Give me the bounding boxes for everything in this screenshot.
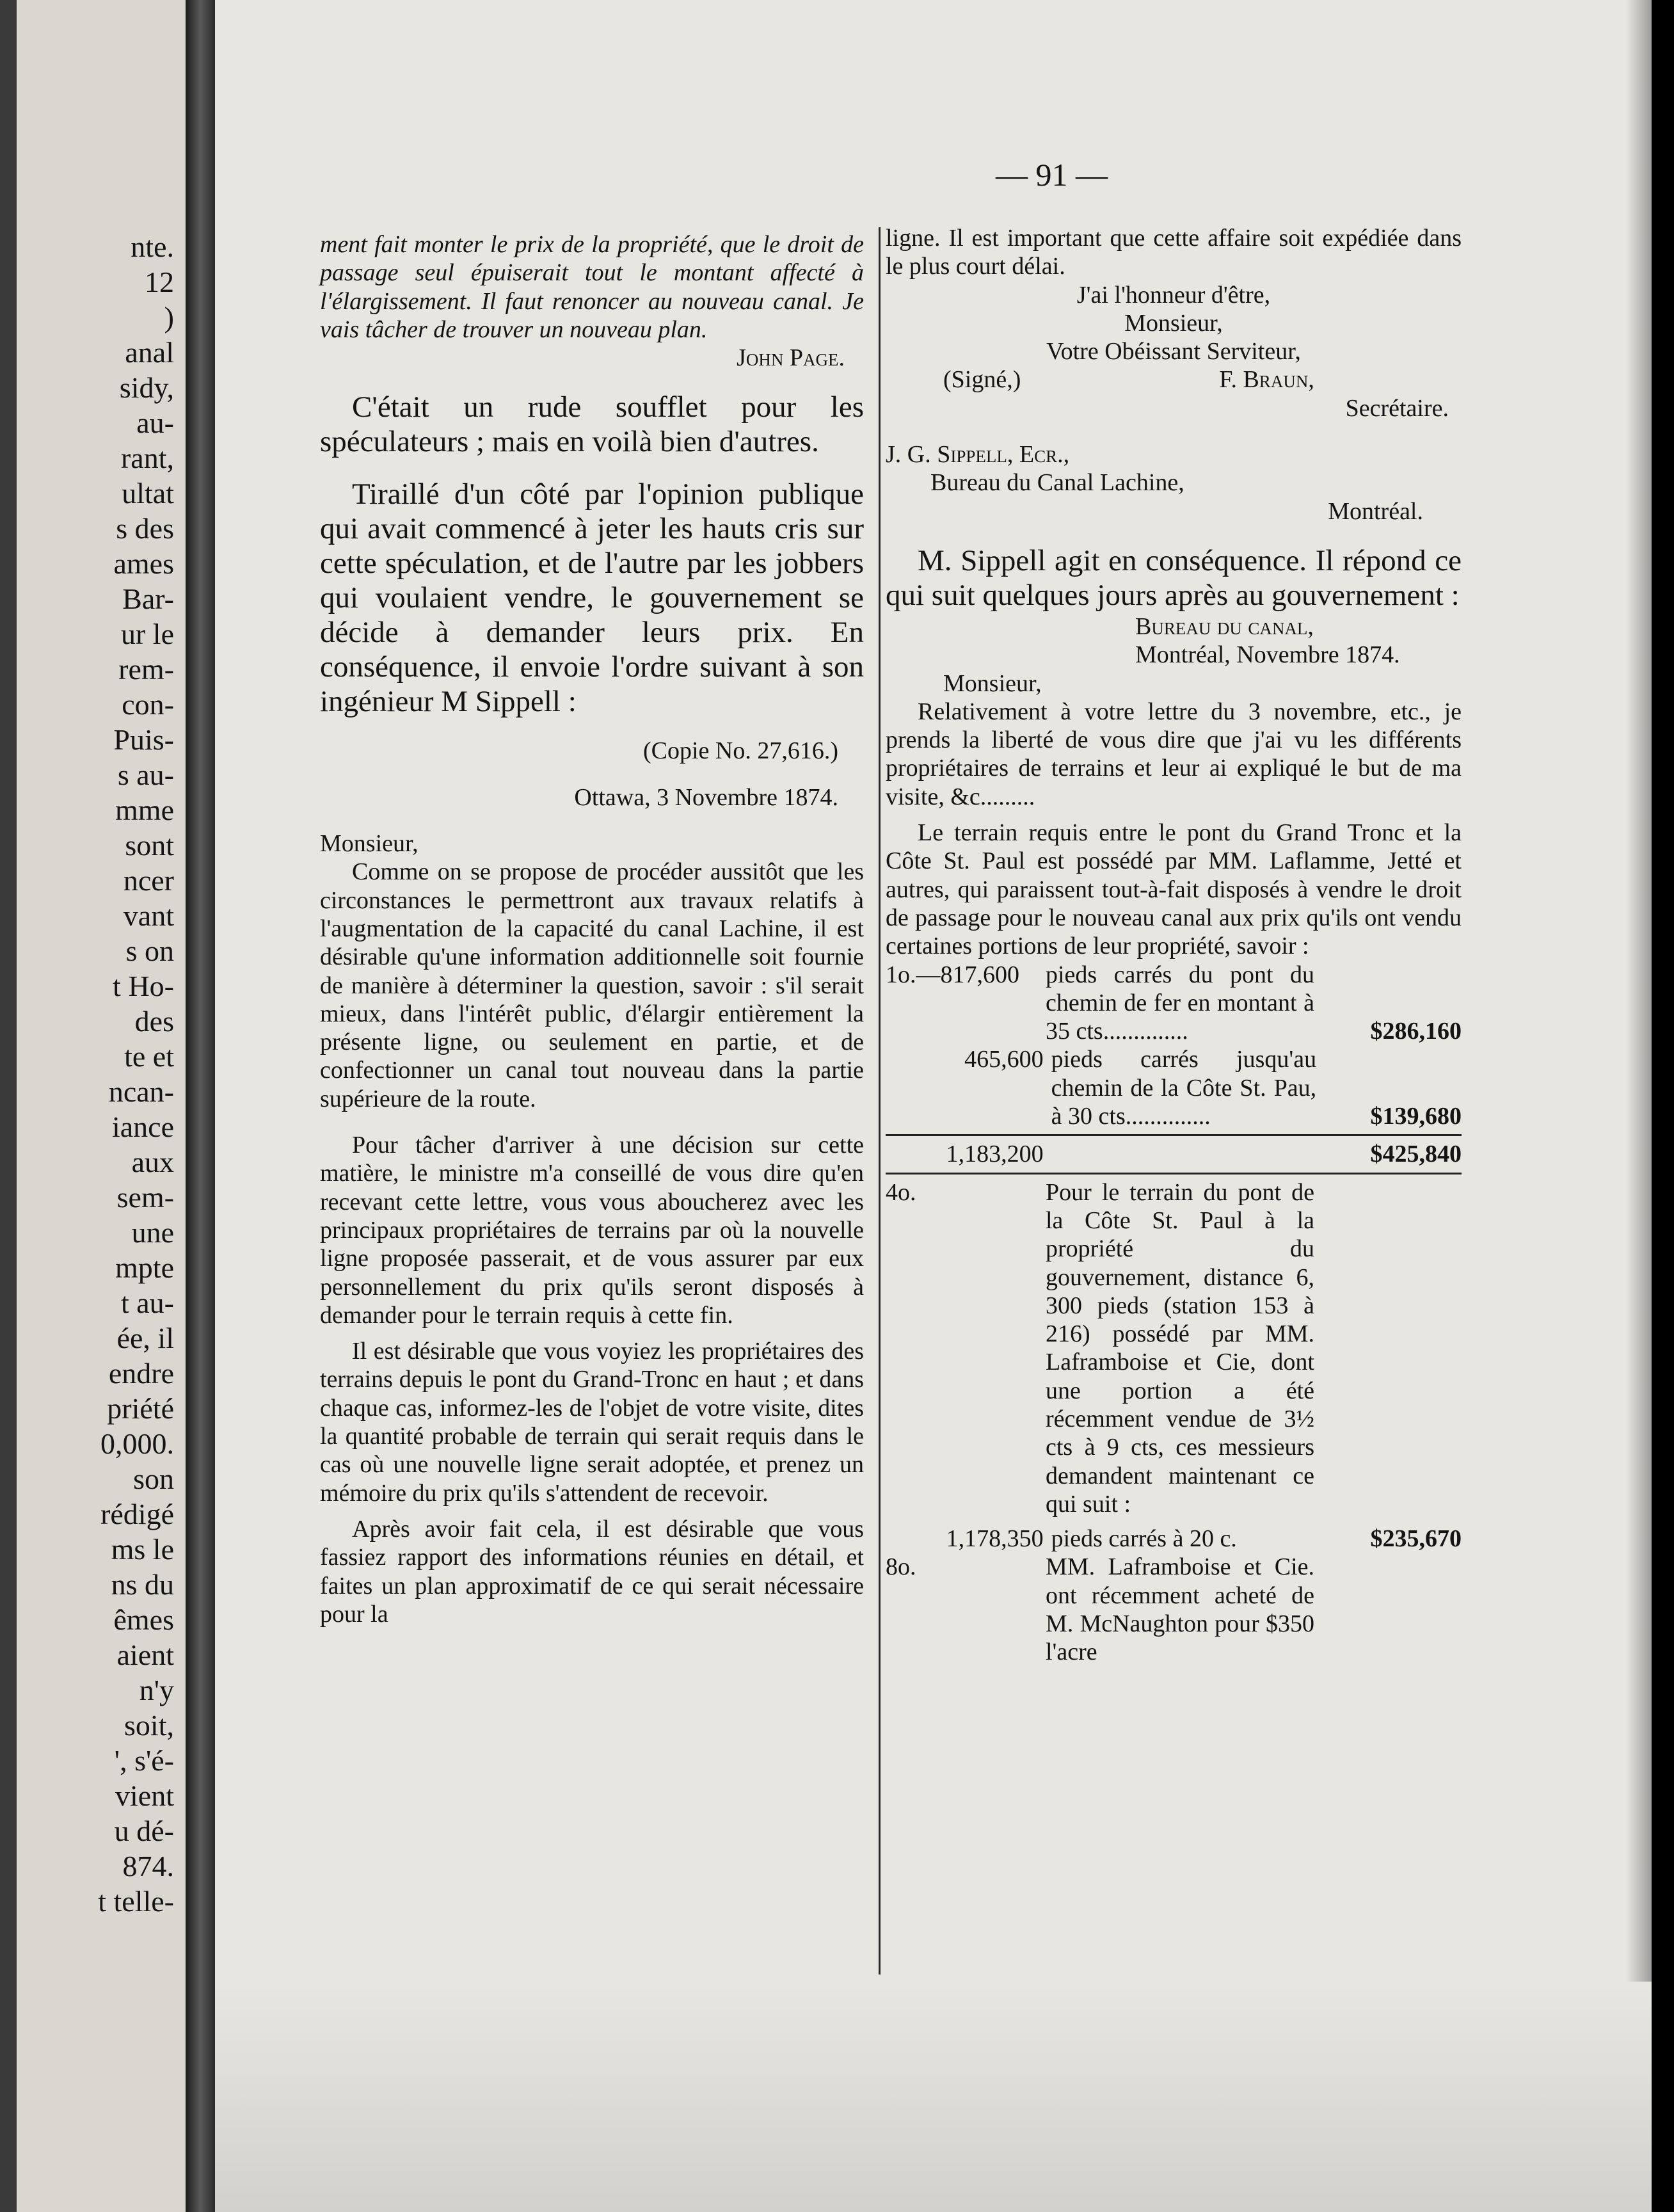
previous-page-line: rédigé xyxy=(100,1498,174,1530)
previous-page-line: soit, xyxy=(124,1709,174,1742)
table-cell xyxy=(1314,1178,1462,1519)
opening-paragraph: ment fait monter le prix de la propriété, que le droit de passage seul épuiserait tout le montant affecté à l'élargissement. Il faut renoncer au nouveau canal. Je vais tâcher de trouver un nouveau plan. xyxy=(320,231,864,343)
previous-page-line: sidy, xyxy=(119,371,174,404)
land-price-table xyxy=(886,961,1462,1667)
previous-page-line: Puis- xyxy=(113,723,174,756)
table-cell: $286,160 xyxy=(1370,1018,1462,1045)
previous-page-edge xyxy=(0,0,186,2212)
table-rule xyxy=(886,1173,1462,1174)
bureau-date: Montréal, Novembre 1874. xyxy=(1135,641,1400,669)
table-cell: $139,680 xyxy=(1370,1103,1462,1130)
previous-page-line: endre xyxy=(108,1357,174,1390)
previous-page-line: ncer xyxy=(123,864,174,897)
previous-page-line: sont xyxy=(125,829,174,862)
previous-page-line: son xyxy=(133,1463,174,1495)
book-edge-shadow xyxy=(0,0,17,2212)
table-sum-rule xyxy=(886,1134,1462,1136)
copy-number: (Copie No. 27,616.) xyxy=(642,737,838,765)
table-cell: $235,670 xyxy=(1370,1525,1462,1553)
previous-page-line: s au- xyxy=(117,758,174,791)
letter-paragraph-4: Après avoir fait cela, il est désirable que vous fassiez rapport des informations réunies en détail, et faites un plan approximatif de ce qui serait nécessaire pour la xyxy=(320,1515,864,1628)
letter-paragraph-1: Comme on se propose de procéder aussitôt que les circonstances le permettront aux travaux relatifs à l'augmentation de la capacité du canal Lachine, il est désirable qu'une information additionnelle soit fournie de manière à déterminer la question, savoir : s'il serait mieux, dans l'intérêt public, d'élargir entièrement la présente ligne, ou seulement en partie, et de confectionner un canal tout nouveau dans la partie supérieure de la route. xyxy=(320,858,864,1112)
previous-page-line: vient xyxy=(115,1779,174,1812)
signed-label: (Signé,) xyxy=(943,366,1021,394)
table-row xyxy=(886,1525,1462,1553)
signature-john-page: John Page. xyxy=(737,344,845,372)
previous-page-line: une xyxy=(131,1216,174,1249)
table-cell: pieds carrés à 20 c. xyxy=(1051,1525,1237,1553)
previous-page-line: ur le xyxy=(120,618,174,650)
page-edge-shadow xyxy=(1626,0,1652,2212)
table-cell: MM. Laframboise et Cie. ont récemment acheté de M. McNaughton pour $350 l'acre xyxy=(1046,1553,1314,1666)
table-row xyxy=(886,1553,1462,1666)
letter-paragraph-2: Pour tâcher d'arriver à une décision sur cette matière, le ministre m'a conseillé de vous dire qu'en recevant cette lettre, vous vous aboucherez avec les principaux propriétaires de terrains par où la nouvelle ligne proposée passerait, et de vous assurer par eux personnellement du prix qu'ils seront disposés à demander pour le terrain requis à cette fin. xyxy=(320,1132,864,1329)
reply-salutation: Monsieur, xyxy=(943,669,1042,697)
column-divider xyxy=(879,227,881,1975)
table-cell: pieds carrés du pont du chemin de fer en montant à 35 cts.............. xyxy=(1046,961,1314,1045)
previous-page-line: 12 xyxy=(145,266,174,298)
paragraph-soufflet: C'était un rude soufflet pour les spéculateurs ; mais en voilà bien d'autres. xyxy=(320,390,864,459)
signature-line xyxy=(886,365,1462,394)
page-number: — 91 — xyxy=(996,157,1108,193)
closing-line-1: J'ai l'honneur d'être, xyxy=(1076,281,1271,309)
previous-page-line: mme xyxy=(115,794,174,826)
page-bottom-margin xyxy=(215,1982,1652,2212)
table-cell: 8o. xyxy=(886,1553,916,1581)
previous-page-line: aient xyxy=(116,1639,174,1671)
table-row xyxy=(886,961,1462,1046)
previous-page-line: ultat xyxy=(122,477,174,509)
previous-page-line: priété xyxy=(107,1392,174,1425)
table-row xyxy=(886,1140,1462,1168)
letter-continuation: ligne. Il est important que cette affaire soit expédiée dans le plus court délai. xyxy=(886,225,1462,280)
previous-page-line: t telle- xyxy=(98,1885,174,1918)
previous-page-line: au- xyxy=(136,406,174,439)
previous-page-line: ) xyxy=(164,301,174,333)
table-row xyxy=(886,1045,1462,1130)
previous-page-line: s on xyxy=(125,934,174,967)
table-cell: 1,183,200 xyxy=(946,1141,1044,1168)
paragraph-tiraille: Tiraillé d'un côté par l'opinion publique qui avait commencé à jeter les hauts cris sur cette spéculation, et de l'autre par les jobbers qui voulaient vendre, le gouvernement se décide à demander leurs prix. En conséquence, il envoie l'ordre suivant à son ingénieur M Sippell : xyxy=(320,477,864,719)
addressee-line-1: J. G. Sippell, Ecr., xyxy=(886,441,1070,469)
previous-page-line: ns du xyxy=(111,1568,174,1601)
previous-page-line: des xyxy=(134,1005,174,1038)
previous-page-line: vant xyxy=(123,899,174,932)
previous-page-line: nte. xyxy=(131,230,174,263)
previous-page-line: rant, xyxy=(120,442,174,474)
right-column xyxy=(886,224,1462,1667)
previous-page-line: con- xyxy=(122,688,174,721)
signer-title: Secrétaire. xyxy=(1345,394,1449,422)
bureau-heading: Bureau du canal, xyxy=(1135,613,1314,640)
reply-paragraph-2: Le terrain requis entre le pont du Grand Tronc et la Côte St. Paul est possédé par MM. Laflamme, Jetté et autres, qui paraissent tout-à-fait disposés à vendre le droit de passage pour le nouveau canal aux prix qu'ils ont vendu certaines portions de leur propriété, savoir : xyxy=(886,819,1462,960)
table-cell: 1,178,350 xyxy=(946,1525,1044,1553)
previous-page-line: t au- xyxy=(120,1286,174,1319)
previous-page-line: rem- xyxy=(118,653,174,685)
previous-page-line: te et xyxy=(124,1040,174,1073)
letter-date: Ottawa, 3 Novembre 1874. xyxy=(574,783,838,811)
previous-page-line: n'y xyxy=(139,1674,174,1706)
previous-page-line: sem- xyxy=(116,1181,174,1214)
table-cell xyxy=(1051,1140,1316,1168)
table-row xyxy=(886,1178,1462,1519)
closing-line-2: Monsieur, xyxy=(1124,309,1223,337)
addressee-line-3: Montréal. xyxy=(1328,497,1423,525)
table-cell: Pour le terrain du pont de la Côte St. Paul à la propriété du gouvernement, distance 6, 300 pieds (station 153 à 216) possédé par MM. Laframboise et Cie, dont une portion a été récemment vendue de 3½ cts à 9 cts, ces messieurs demandent maintenant ce qui suit : xyxy=(1046,1178,1314,1518)
closing-line-3: Votre Obéissant Serviteur, xyxy=(1046,338,1301,365)
previous-page-line: ncan- xyxy=(108,1075,174,1108)
previous-page-line: 874. xyxy=(122,1850,174,1882)
page xyxy=(215,0,1652,2212)
reply-paragraph-1: Relativement à votre lettre du 3 novembre, etc., je prends la liberté de vous dire que j'ai vu les différents propriétaires de terrains et leur ai expliqué le but de ma visite, &c......... xyxy=(886,698,1462,810)
previous-page-line: mpte xyxy=(115,1251,174,1284)
previous-page-line: ', s'é- xyxy=(114,1744,174,1777)
previous-page-line: ms le xyxy=(111,1533,174,1566)
previous-page-line: aux xyxy=(131,1146,174,1178)
previous-page-line: iance xyxy=(111,1110,174,1143)
previous-page-line: ames xyxy=(113,547,174,580)
letter-salutation: Monsieur, xyxy=(320,830,418,858)
table-cell: $425,840 xyxy=(1370,1141,1462,1168)
previous-page-line: anal xyxy=(125,336,174,369)
previous-page-line: s des xyxy=(116,512,174,545)
addressee-line-2: Bureau du Canal Lachine, xyxy=(930,469,1184,497)
table-cell xyxy=(1314,1553,1462,1666)
previous-page-line: 0,000. xyxy=(100,1427,174,1460)
table-cell: 4o. xyxy=(886,1178,916,1206)
previous-page-line: Bar- xyxy=(122,582,174,615)
previous-page-line: êmes xyxy=(113,1603,174,1636)
previous-page-line: ée, il xyxy=(116,1322,174,1354)
table-cell: pieds carrés jusqu'au chemin de la Côte St. Pau, à 30 cts.............. xyxy=(1051,1046,1317,1130)
table-cell: 465,600 xyxy=(964,1046,1044,1073)
table-cell: 1o.—817,600 xyxy=(886,961,1019,988)
paragraph-sippell: M. Sippell agit en conséquence. Il répond ce qui suit quelques jours après au gouvernement : xyxy=(886,543,1462,612)
previous-page-line: t Ho- xyxy=(113,970,174,1002)
book-gutter xyxy=(186,0,215,2212)
previous-page-line: u dé- xyxy=(114,1815,174,1847)
letter-paragraph-3: Il est désirable que vous voyiez les propriétaires des terrains depuis le pont du Grand-Tronc en haut ; et dans chaque cas, informez-les de l'objet de votre visite, dites la quantité probable de terrain qui serait requis dans le cas où une nouvelle ligne serait adoptée, et prenez un mémoire du prix qu'ils s'attendent de recevoir. xyxy=(320,1338,864,1507)
left-column xyxy=(320,230,864,1628)
signer-name: F. Braun, xyxy=(1219,366,1314,394)
